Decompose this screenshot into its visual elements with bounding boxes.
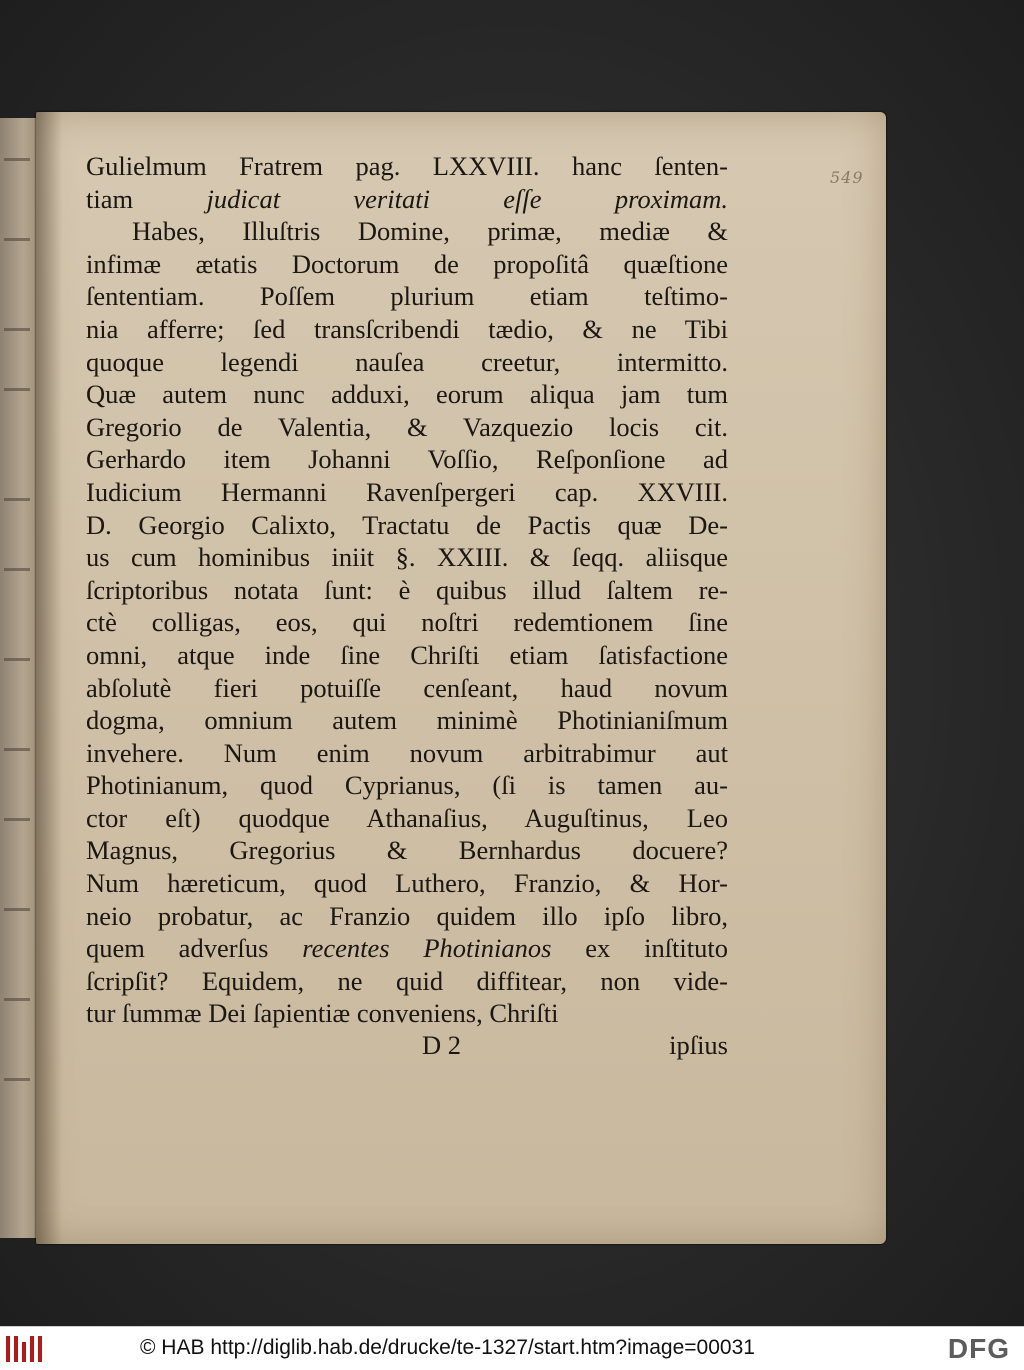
text-line-roman: ctè colligas, eos, qui noſtri redemtionem ſine [86, 607, 728, 638]
text-line-roman: quoque legendi nauſea creetur, intermitto. [86, 346, 728, 377]
body-text [86, 150, 728, 1030]
text-line [86, 606, 728, 639]
text-line-roman: Quæ autem nunc adduxi, eorum aliqua jam tum [86, 379, 728, 410]
text-line [86, 150, 728, 183]
text-line-roman: Gregorio de Valentia, & Vazquezio locis cit. [86, 411, 728, 442]
text-line [86, 215, 728, 248]
text-line [86, 672, 728, 705]
text-line [86, 997, 728, 1030]
text-line-italic: judicat veritati eſſe proximam. [206, 183, 728, 214]
text-line [86, 378, 728, 411]
text-line-roman: tur ſummæ Dei ſapientiæ conveniens, Chriſti [86, 998, 559, 1029]
text-line [86, 248, 728, 281]
text-line-roman: ctor eſt) quodque Athanaſius, Auguſtinus, Leo [86, 802, 728, 833]
text-line-roman: Magnus, Gregorius & Bernhardus docuere? [86, 835, 728, 866]
text-line-roman: invehere. Num enim novum arbitrabimur aut [86, 737, 728, 768]
hab-logo-icon [6, 1336, 46, 1362]
text-line-roman: us cum hominibus iniit §. XXIII. & ſeqq. aliisque [86, 542, 728, 573]
page-gutter-shadow [36, 112, 62, 1244]
text-line [86, 769, 728, 802]
text-line-roman: ſcriptoribus notata ſunt: è quibus illud ſaltem re- [86, 574, 728, 605]
dfg-logo-icon: DFG [947, 1333, 1010, 1364]
text-line-roman: Photinianum, quod Cyprianus, (ſi is tamen au- [86, 770, 728, 801]
text-line-roman: Gerhardo item Johanni Voſſio, Reſponſione ad [86, 444, 728, 475]
text-line [86, 834, 728, 867]
text-line-roman: Iudicium Hermanni Ravenſpergeri cap. XXVIII. [86, 476, 728, 507]
text-line-roman: ſententiam. Poſſem plurium etiam teſtimo- [86, 281, 728, 312]
book-page [36, 112, 886, 1244]
text-line [86, 737, 728, 770]
text-line-roman: abſolutè fieri potuiſſe cenſeant, haud novum [86, 672, 728, 703]
text-line [86, 900, 728, 933]
text-line [86, 704, 728, 737]
text-line [86, 867, 728, 900]
text-line-roman: quem adverſus [86, 933, 303, 964]
text-line-roman: dogma, omnium autem minimè Photinianiſmum [86, 705, 728, 736]
text-line [86, 965, 728, 998]
text-line-roman-tail: ex inſtituto [551, 933, 729, 964]
text-line-roman: infimæ ætatis Doctorum de propoſitâ quæſtione [86, 248, 728, 279]
text-line [86, 932, 728, 965]
text-line [86, 443, 728, 476]
text-line [86, 280, 728, 313]
text-line [86, 313, 728, 346]
footer-bar [0, 1326, 1024, 1370]
text-line-roman: D. Georgio Calixto, Tractatu de Pactis quæ De- [86, 509, 728, 540]
text-line-italic: recentes Photinianos [302, 933, 552, 964]
text-line-roman: Num hæreticum, quod Luthero, Franzio, & Hor- [86, 868, 728, 899]
text-line [86, 574, 728, 607]
text-line [86, 509, 728, 542]
text-line [86, 639, 728, 672]
text-line-roman: Gulielmum Fratrem pag. LXXVIII. hanc ſenten- [86, 151, 728, 181]
copyright-link[interactable]: © HAB http://diglib.hab.de/drucke/te-1327/start.htm?image=00031 [140, 1336, 755, 1359]
text-line [86, 541, 728, 574]
text-line-roman: tiam [86, 183, 207, 214]
signature-line [86, 1030, 728, 1064]
text-line-roman: omni, atque inde ſine Chriſti etiam ſatisfactione [86, 639, 728, 670]
margin-folio-note: 549 [830, 168, 864, 187]
text-line [86, 476, 728, 509]
text-line-roman: ſcripſit? Equidem, ne quid diffitear, non vide- [86, 965, 728, 996]
signature-mark: D 2 [422, 1030, 462, 1060]
catchword: ipſius [669, 1030, 728, 1060]
text-line [86, 802, 728, 835]
text-line [86, 411, 728, 444]
text-line [86, 183, 728, 216]
text-line-roman: nia afferre; ſed transſcribendi tædio, & ne Tibi [86, 313, 728, 344]
text-line-roman: Habes, Illuſtris Domine, primæ, mediæ & [132, 216, 728, 247]
text-line [86, 346, 728, 379]
text-line-roman: neio probatur, ac Franzio quidem illo ipſo libro, [86, 900, 728, 931]
